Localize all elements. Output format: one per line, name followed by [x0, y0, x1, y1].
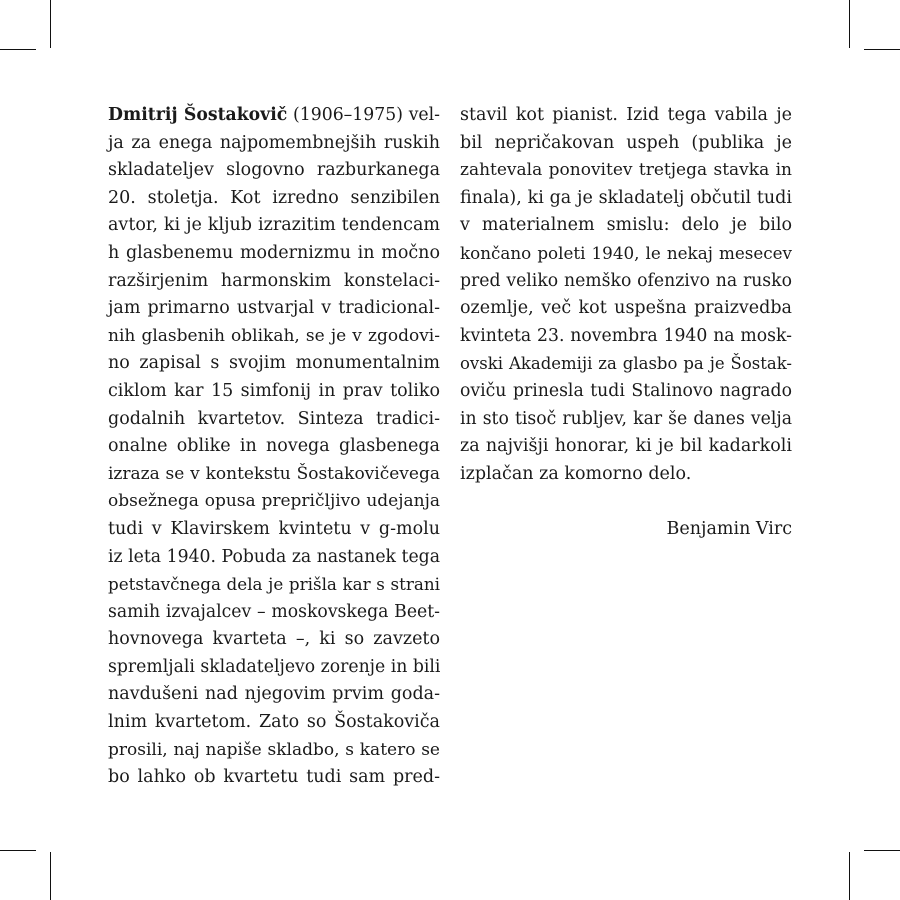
text-line: za najvišji honorar, ki je bil kadarkoli	[460, 436, 792, 457]
text-line: petstavčnega dela je prišla kar s strani	[108, 574, 440, 595]
text-line: finala), ki ga je skladatelj občutil tudi	[460, 187, 792, 208]
author-signature: Benjamin Virc	[666, 518, 792, 539]
author-name: Dmitrij Šostakovič	[108, 105, 288, 125]
text-line: avtor, ki je kljub izrazitim tendencam	[108, 215, 440, 236]
text-line: bil nepričakovan uspeh (publika je	[460, 132, 792, 153]
crop-mark-bottom-left-vertical	[50, 852, 51, 900]
text-line: no zapisal s svojim monumentalnim	[108, 353, 440, 374]
crop-mark-top-left-vertical	[50, 0, 51, 48]
text-line: tudi v Klavirskem kvintetu v g-molu	[108, 518, 440, 539]
text-line: v materialnem smislu: delo je bilo	[460, 215, 792, 236]
text-line: razširjenim harmonskim konstelaci-	[108, 270, 440, 291]
text-line: godalnih kvartetov. Sinteza tradici-	[108, 408, 440, 429]
text-line: izraza se v kontekstu Šostakovičevega	[108, 463, 440, 484]
text-line: ciklom kar 15 simfonij in prav toliko	[108, 380, 440, 401]
text-line: h glasbenemu modernizmu in močno	[108, 242, 440, 263]
text-line: hovnovega kvarteta –, ki so zavzeto	[108, 629, 440, 650]
crop-mark-top-right-vertical	[849, 0, 850, 48]
text-line: 20. stoletja. Kot izredno senzibilen	[108, 187, 440, 208]
text-line: izplačan za komorno delo.	[460, 463, 692, 484]
text-line: in sto tisoč rubljev, kar še danes velja	[460, 408, 792, 429]
text-line: onalne oblike in novega glasbenega	[108, 436, 440, 457]
text-line: nih glasbenih oblikah, se je v zgodovi-	[108, 325, 440, 346]
text-column-left	[108, 102, 440, 792]
text-line: iz leta 1940. Pobuda za nastanek tega	[108, 546, 440, 567]
text-line: ovski Akademiji za glasbo pa je Šostak-	[460, 354, 792, 374]
text-line: Dmitrij Šostakovič (1906–1975) vel-	[108, 105, 440, 125]
text-line: bo lahko ob kvartetu tudi sam pred-	[108, 767, 440, 788]
text-line: skladateljev slogovno razburkanega	[108, 160, 440, 181]
crop-mark-top-left-horizontal	[0, 49, 36, 50]
crop-mark-top-right-horizontal	[864, 49, 900, 50]
text-line: končano poleti 1940, le nekaj mesecev	[460, 242, 792, 263]
crop-mark-bottom-right-horizontal	[864, 850, 900, 851]
crop-mark-bottom-left-horizontal	[0, 850, 36, 851]
crop-mark-bottom-right-vertical	[849, 852, 850, 900]
text-column-right	[460, 102, 792, 544]
text-line: stavil kot pianist. Izid tega vabila je	[460, 105, 792, 125]
text-line: prosili, naj napiše skladbo, s katero se	[108, 739, 440, 760]
text-line: pred veliko nemško ofenzivo na rusko	[460, 270, 792, 291]
text-line: oviču prinesla tudi Stalinovo nagrado	[460, 380, 792, 401]
text-line: kvinteta 23. novembra 1940 na mosk-	[460, 325, 792, 346]
text-line: navdušeni nad njegovim prvim goda-	[108, 684, 440, 705]
text-line: lnim kvartetom. Zato so Šostakoviča	[108, 712, 440, 733]
text-line: spremljali skladateljevo zorenje in bili	[108, 656, 441, 677]
text-line: ozemlje, več kot uspešna praizvedba	[460, 298, 792, 319]
text-line: obsežnega opusa prepričljivo udejanja	[108, 491, 440, 512]
text-line: samih izvajalcev – moskovskega Beet-	[108, 601, 440, 622]
text-line: jam primarno ustvarjal v tradicional-	[108, 298, 440, 319]
text-line: ja za enega najpomembnejših ruskih	[108, 132, 440, 153]
text-line: zahtevala ponovitev tretjega stavka in	[460, 160, 792, 181]
